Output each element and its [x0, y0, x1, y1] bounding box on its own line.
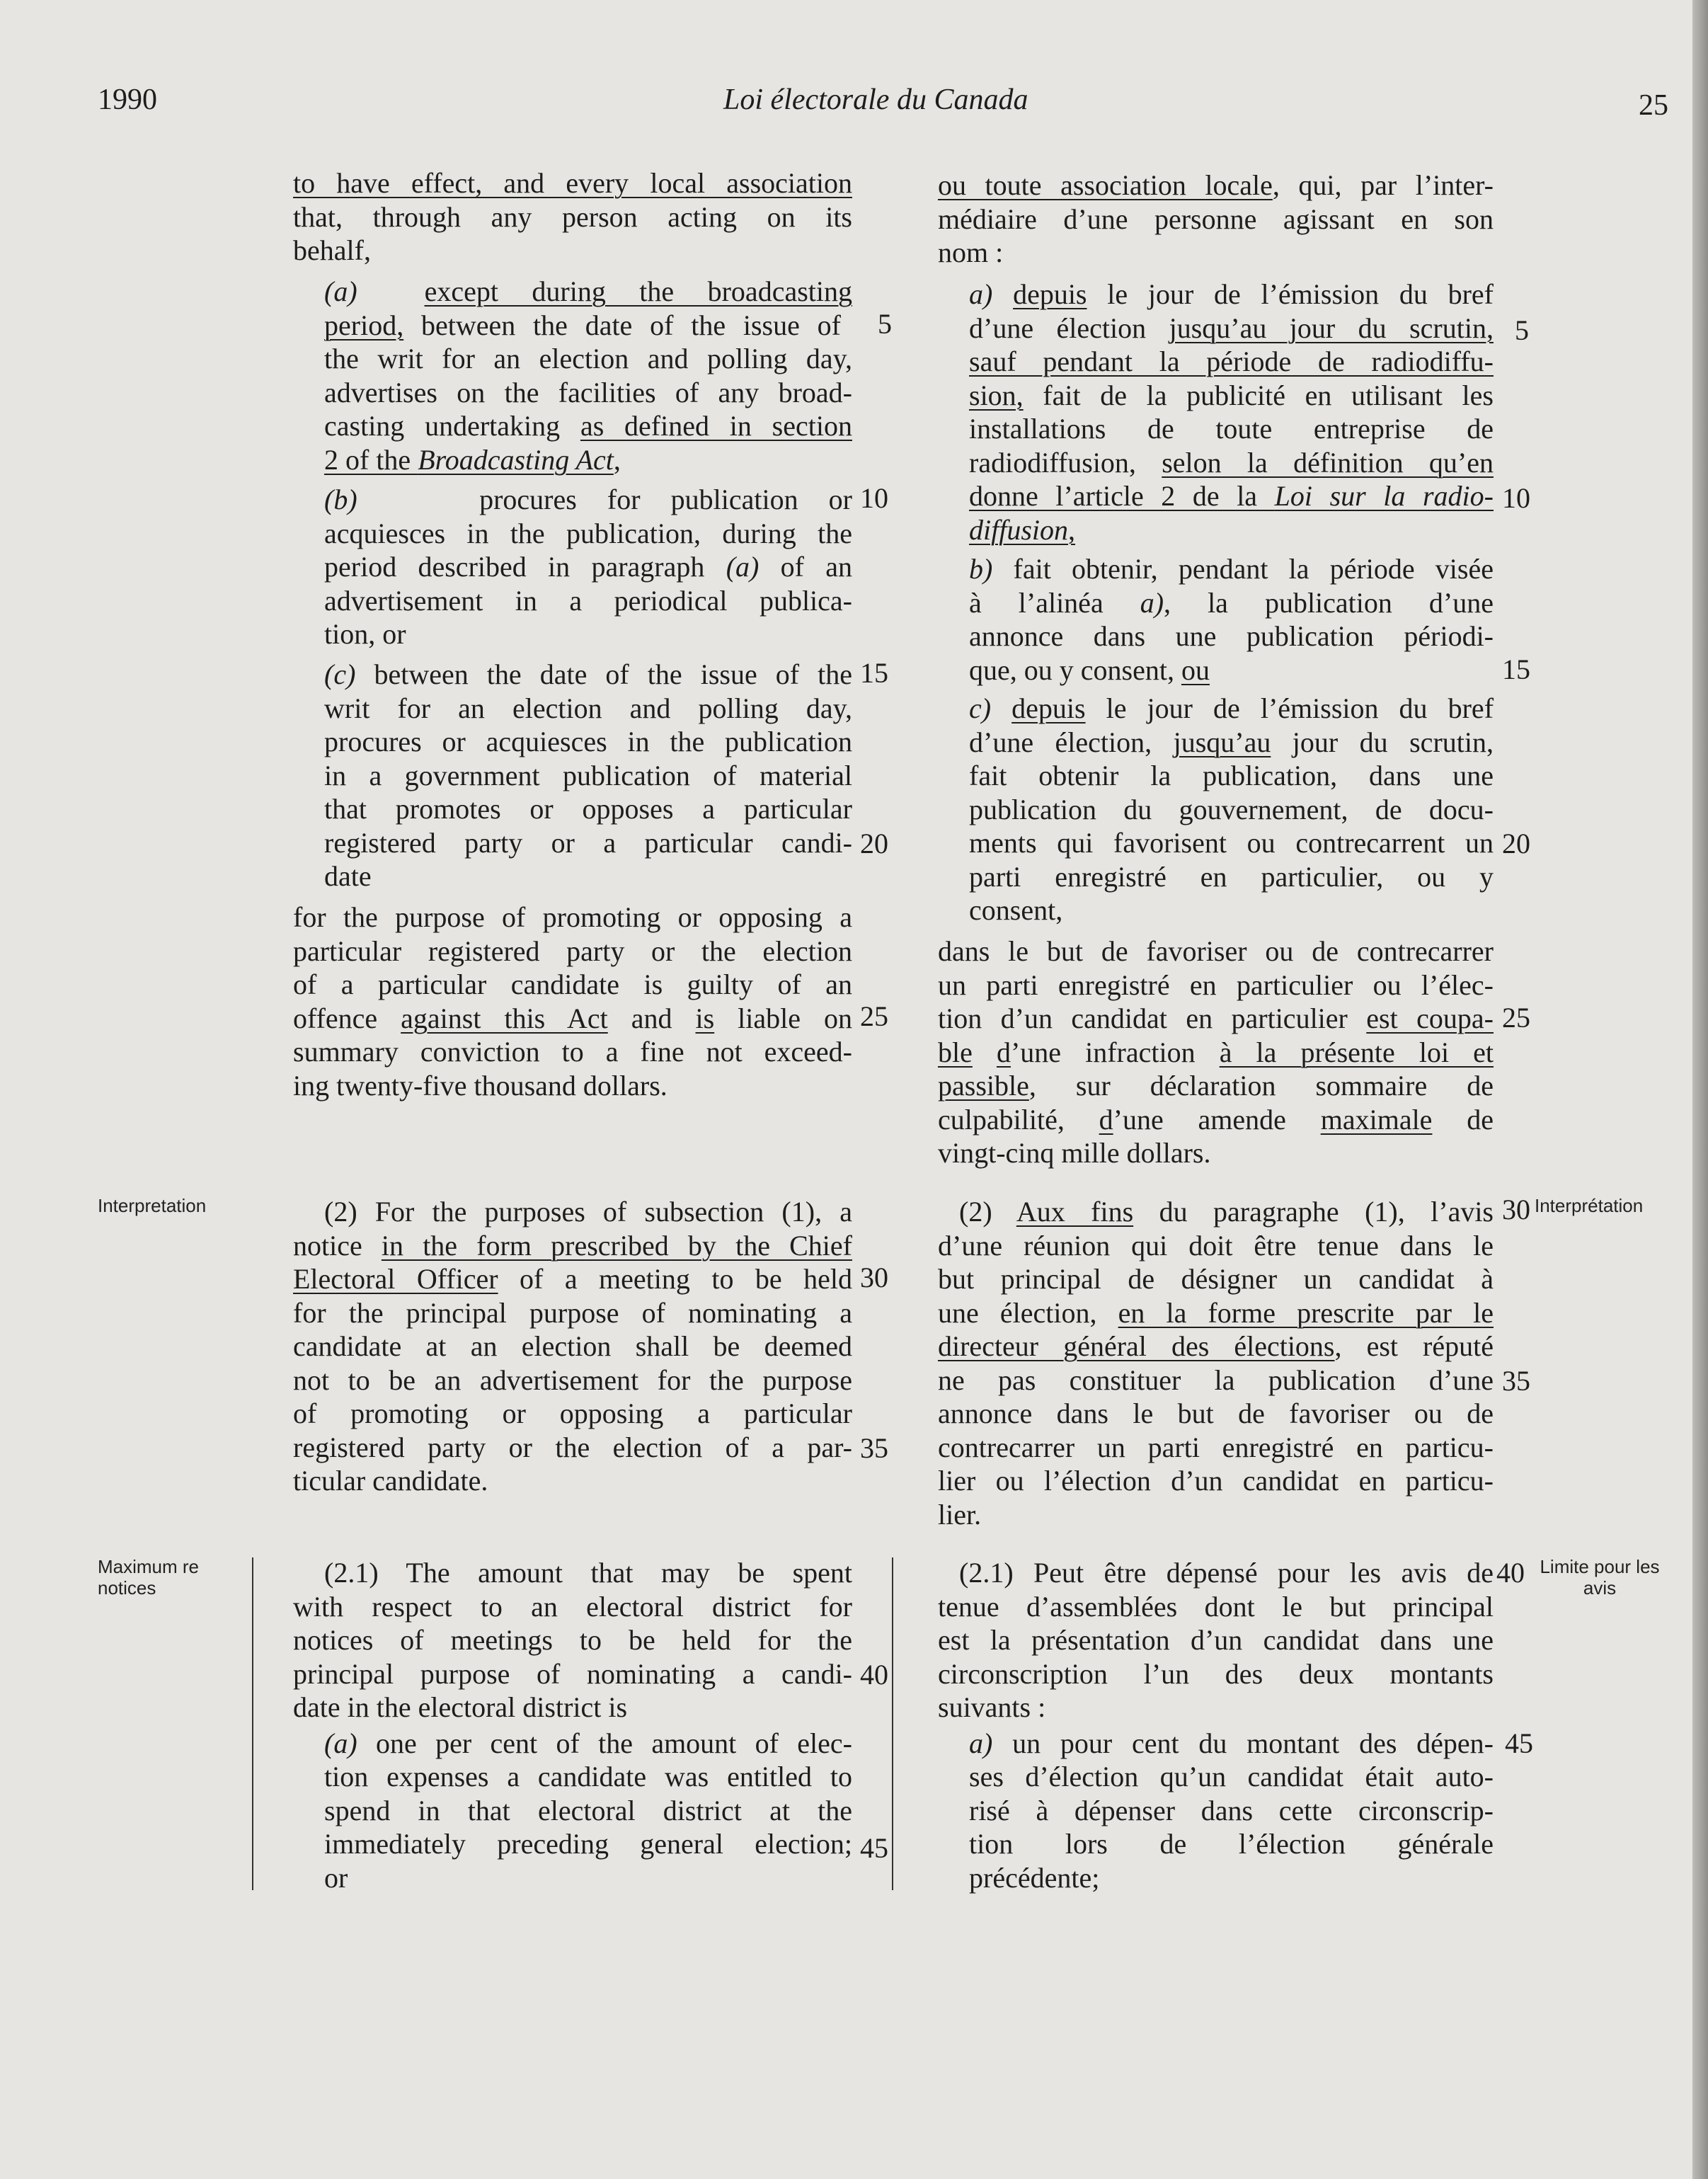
- text-run: offence: [293, 1002, 401, 1034]
- text-run: (2): [959, 1196, 1016, 1228]
- line-number: 20: [860, 828, 888, 859]
- text-line: [938, 1296, 1494, 1330]
- text-line: nom :: [938, 236, 1004, 268]
- text-line: [938, 653, 1494, 687]
- underlined-text: to have effect, and every local association: [293, 167, 852, 199]
- line-number: 35: [1502, 1365, 1530, 1397]
- underlined-text: Electoral Officer: [293, 1263, 498, 1295]
- text-line: date: [324, 860, 372, 892]
- text-run: one per cent of the amount of elec-: [357, 1727, 852, 1759]
- text-run: and: [607, 1002, 696, 1034]
- text-run: fait obtenir, pendant la période visée: [992, 553, 1494, 585]
- text-line: [938, 479, 1494, 513]
- underlined-text: selon la définition qu’en: [1162, 446, 1494, 479]
- text-line: registered party or the election of a par-: [293, 1431, 852, 1463]
- text-line: [293, 1229, 852, 1263]
- text-line: ments qui favorisent ou contrecarrent un: [969, 827, 1494, 859]
- text-line: of promoting or opposing a particular: [293, 1397, 852, 1429]
- english-paragraph-c: [293, 658, 852, 893]
- text-line: or: [324, 1861, 348, 1894]
- text-line: spend in that electoral district at the: [324, 1794, 852, 1826]
- text-run: , est réputé: [1334, 1330, 1494, 1362]
- text-line: dans le but de favoriser ou de contrecarrer: [938, 935, 1494, 967]
- underlined-text: diffusion: [969, 513, 1069, 546]
- text-line: that promotes or opposes a particular: [324, 793, 852, 825]
- text-line: notices of meetings to be held for the: [293, 1624, 852, 1656]
- french-subsection-2-1: [938, 1556, 1494, 1894]
- act-title: Loi sur la radio-: [1274, 480, 1494, 512]
- text-run: le jour de l’émission du bref: [1087, 278, 1494, 310]
- text-line: [293, 275, 852, 309]
- underlined-text: in the form prescribed by the Chief: [381, 1229, 852, 1262]
- text-line: immediately preceding general election;: [324, 1828, 852, 1860]
- line-number: 25: [1502, 1002, 1530, 1034]
- text-line: in a government publication of material: [324, 759, 852, 791]
- text-line: [938, 345, 1494, 379]
- text-line: [938, 1329, 1494, 1363]
- english-section-1-continuation: [293, 166, 852, 268]
- line-number: 40: [1496, 1557, 1525, 1589]
- text-run: radiodiffusion,: [969, 446, 1162, 479]
- text-line: (2.1) Peut être dépensé pour les avis de: [959, 1557, 1494, 1589]
- underlined-text: depuis: [1011, 692, 1086, 724]
- underlined-text: sion,: [969, 379, 1024, 411]
- text-line: fait obtenir la publication, dans une: [969, 760, 1494, 791]
- text-run: casting undertaking: [324, 410, 580, 442]
- french-paragraph-b: [938, 552, 1494, 687]
- text-run: donne l’article 2 de la: [969, 480, 1275, 512]
- margin-note-line: Maximum re: [98, 1556, 200, 1577]
- text-line: médiaire d’une personne agissant en son: [938, 202, 1494, 235]
- text-line: vingt-cinq mille dollars.: [938, 1137, 1211, 1169]
- text-line: that, through any person acting on its: [293, 200, 852, 233]
- text-line: [293, 409, 852, 443]
- text-line: tion, or: [324, 618, 406, 650]
- text-line: [293, 1262, 852, 1296]
- margin-note-limite-fr: [1529, 1556, 1670, 1598]
- text-line: ing twenty-five thousand dollars.: [293, 1069, 667, 1102]
- text-line: advertisement in a periodical publica-: [324, 584, 852, 617]
- header-year: 1990: [98, 84, 157, 116]
- text-run: of an: [759, 551, 853, 583]
- text-line: annonce dans le but de favoriser ou de: [938, 1397, 1494, 1429]
- margin-note-interpretation-en: Interpretation: [98, 1195, 207, 1216]
- text-run: d’une élection: [969, 311, 1169, 344]
- paragraph-label: (c): [324, 658, 356, 690]
- text-line: (2) For the purposes of subsection (1), a: [324, 1196, 852, 1228]
- text-line: annonce dans une publication périodi-: [969, 620, 1494, 652]
- header-page-number: 25: [1639, 89, 1668, 122]
- text-line: tenue d’assemblées dont le but principal: [938, 1590, 1494, 1623]
- text-run: , sur déclaration sommaire de: [1028, 1070, 1494, 1102]
- text-line: of a particular candidate is guilty of an: [293, 968, 852, 1000]
- text-run: un pour cent du montant des dépen-: [992, 1727, 1494, 1759]
- underlined-text: passible: [938, 1070, 1029, 1102]
- text-line: [938, 1002, 1494, 1036]
- text-line: [938, 1069, 1494, 1103]
- text-line: candidate at an election shall be deemed: [293, 1330, 852, 1362]
- text-run: between the date of the issue of: [403, 309, 841, 341]
- english-subsection-2: [293, 1195, 852, 1498]
- french-closing-clause: [938, 934, 1494, 1170]
- text-line: [293, 309, 841, 343]
- line-number: 10: [1502, 482, 1530, 514]
- text-run: d’une élection,: [969, 726, 1174, 758]
- text-line: un parti enregistré en particulier ou l’élec-: [938, 968, 1494, 1001]
- paragraph-label: (b): [324, 484, 357, 515]
- text-line: but principal de désigner un candidat à: [938, 1263, 1494, 1295]
- text-run: , la publication d’une: [1164, 586, 1494, 619]
- underlined-text: en la forme prescrite par le: [1118, 1296, 1494, 1329]
- french-paragraph-c: [938, 692, 1494, 927]
- underlined-text: jusqu’au: [1173, 726, 1271, 758]
- text-run: culpabilité,: [938, 1103, 1099, 1136]
- text-line: [293, 483, 852, 517]
- change-bar-left: [252, 1557, 253, 1890]
- underlined-text: ou: [1181, 653, 1210, 686]
- paragraph-label: (a): [324, 1727, 357, 1759]
- text-line: writ for an election and polling day,: [324, 692, 852, 724]
- text-line: ticular candidate.: [293, 1465, 488, 1497]
- text-line: [938, 692, 1494, 726]
- text-line: consent,: [969, 894, 1063, 926]
- underlined-text: est coupa-: [1366, 1002, 1494, 1034]
- text-line: [293, 658, 852, 692]
- line-number: 15: [860, 657, 888, 689]
- line-number: 15: [1502, 653, 1530, 685]
- underlined-text: against this Act: [401, 1002, 608, 1034]
- text-line: lier.: [938, 1498, 982, 1531]
- text-run: [973, 1036, 997, 1068]
- text-line: [293, 1727, 852, 1761]
- text-line: [938, 1727, 1494, 1761]
- text-line: not to be an advertisement for the purpose: [293, 1363, 852, 1396]
- text-line: [938, 726, 1494, 760]
- english-subsection-2-1: [293, 1556, 852, 1894]
- french-section-1-continuation: [938, 168, 1494, 270]
- underlined-text: ble: [938, 1036, 973, 1068]
- change-bar-center: [892, 1557, 893, 1890]
- line-number: 10: [860, 482, 888, 514]
- margin-note-interpretation-fr: Interprétation: [1535, 1195, 1644, 1216]
- text-line: particular registered party or the election: [293, 934, 852, 967]
- text-line: [293, 1002, 852, 1036]
- text-run: 2 of the: [324, 443, 418, 476]
- text-line: [293, 443, 852, 477]
- text-line: acquiesces in the publication, during the: [324, 517, 852, 549]
- paragraph-label: (a): [324, 275, 357, 307]
- text-line: the writ for an election and polling day,: [324, 343, 852, 374]
- line-number: 35: [860, 1432, 888, 1464]
- text-line: [938, 586, 1494, 620]
- line-number: 5: [878, 308, 892, 340]
- paragraph-label: a): [969, 278, 993, 310]
- text-line: suivants :: [938, 1691, 1046, 1723]
- text-run: a): [1140, 586, 1164, 619]
- text-run: between the date of the issue of the: [374, 658, 853, 690]
- line-number: 40: [860, 1659, 888, 1691]
- text-line: précédente;: [969, 1861, 1100, 1894]
- text-run: ’une infraction: [1010, 1036, 1220, 1068]
- page-edge-shadow: [1692, 0, 1708, 2179]
- underlined-text: is: [695, 1002, 715, 1034]
- text-line: tion lors de l’élection générale: [969, 1828, 1494, 1860]
- line-number: 45: [860, 1832, 888, 1864]
- underlined-text: jusqu’au jour du scrutin,: [1169, 311, 1494, 344]
- english-closing-clause: [293, 900, 852, 1102]
- text-line: installations de toute entreprise de: [969, 413, 1494, 445]
- text-line: [938, 168, 1494, 202]
- french-subsection-2: [938, 1195, 1494, 1531]
- text-run: jour du scrutin,: [1271, 726, 1494, 758]
- text-run: procures for publication or: [479, 484, 853, 515]
- text-line: [293, 550, 852, 584]
- text-line: tion expenses a candidate was entitled to: [324, 1761, 852, 1792]
- text-line: [938, 1195, 1494, 1229]
- margin-note-line: Limite pour les: [1540, 1556, 1660, 1577]
- text-line: [938, 552, 1494, 586]
- text-line: for the principal purpose of nominating a: [293, 1296, 852, 1329]
- underlined-text: d: [996, 1036, 1011, 1068]
- text-line: [938, 278, 1494, 311]
- text-line: (2.1) The amount that may be spent: [324, 1557, 852, 1589]
- paragraph-label: a): [969, 1727, 993, 1759]
- underlined-text: maximale: [1320, 1103, 1433, 1136]
- text-line: risé à dépenser dans cette circonscrip-: [969, 1794, 1494, 1826]
- underlined-text: sauf pendant la période de radiodiffu-: [969, 345, 1494, 377]
- french-paragraph-a: [938, 278, 1494, 547]
- margin-note-line: avis: [1583, 1577, 1617, 1598]
- text-line: procures or acquiesces in the publication: [324, 726, 852, 757]
- text-line: [293, 166, 852, 200]
- line-number: 45: [1505, 1727, 1533, 1759]
- text-line: with respect to an electoral district for: [293, 1590, 852, 1623]
- line-number: 5: [1515, 314, 1529, 346]
- text-run: [991, 692, 1011, 724]
- margin-note-maximum-en: [98, 1556, 199, 1598]
- paragraph-label: b): [969, 553, 993, 585]
- margin-note-line: notices: [98, 1577, 156, 1598]
- text-line: principal purpose of nominating a candi-: [293, 1657, 852, 1690]
- text-line: [938, 513, 1494, 547]
- text-line: registered party or a particular candi-: [324, 826, 852, 859]
- text-run: period described in paragraph: [324, 551, 726, 583]
- text-line: behalf,: [293, 234, 371, 266]
- text-run: de: [1432, 1103, 1494, 1136]
- text-line: lier ou l’élection d’un candidat en particu-: [938, 1465, 1494, 1497]
- text-line: [938, 379, 1494, 413]
- text-run: of a meeting to be held: [498, 1263, 853, 1295]
- text-run: ,: [1068, 513, 1076, 546]
- underlined-text: period,: [324, 309, 404, 341]
- text-line: parti enregistré en particulier, ou y: [969, 860, 1494, 893]
- text-line: advertises on the facilities of any broad-: [324, 376, 852, 408]
- line-number: 30: [860, 1262, 888, 1293]
- text-line: contrecarrer un parti enregistré en particu-: [938, 1431, 1494, 1463]
- underlined-text: except during the broadcasting: [424, 275, 852, 307]
- text-line: for the purpose of promoting or opposing a: [293, 901, 852, 933]
- text-line: [938, 311, 1494, 345]
- text-run: du paragraphe (1), l’avis: [1133, 1196, 1494, 1228]
- paragraph-label: c): [969, 692, 992, 724]
- text-run: , qui, par l’inter-: [1272, 169, 1494, 201]
- text-line: [938, 1103, 1494, 1137]
- underlined-text: directeur général des élections: [938, 1330, 1335, 1362]
- text-run: tion d’un candidat en particulier: [938, 1002, 1367, 1034]
- text-line: publication du gouvernement, de docu-: [969, 793, 1494, 825]
- underlined-text: as defined in section: [580, 410, 852, 442]
- text-line: ses d’élection qu’un candidat était auto-: [969, 1761, 1494, 1792]
- underlined-text: d: [1099, 1103, 1113, 1136]
- text-run: notice: [293, 1229, 382, 1262]
- text-run: (a): [726, 551, 760, 583]
- text-run: que, ou y consent,: [969, 653, 1181, 686]
- line-number: 25: [860, 1000, 888, 1032]
- underlined-text: [324, 444, 614, 476]
- text-run: [992, 278, 1013, 310]
- underlined-text: [969, 480, 1494, 512]
- text-run: à l’alinéa: [969, 586, 1140, 619]
- text-run: liable on: [714, 1002, 852, 1034]
- text-run: ,: [613, 443, 621, 476]
- line-number: 30: [1502, 1194, 1530, 1225]
- text-line: ne pas constituer la publication d’une: [938, 1363, 1494, 1396]
- text-line: d’une réunion qui doit être tenue dans le: [938, 1229, 1494, 1262]
- text-run: ’une amende: [1113, 1103, 1321, 1136]
- header-title: Loi électorale du Canada: [723, 84, 1028, 116]
- text-line: date in the electoral district is: [293, 1691, 628, 1723]
- text-line: summary conviction to a fine not exceed-: [293, 1036, 852, 1068]
- text-line: [938, 446, 1494, 480]
- act-title: Broadcasting Act: [418, 443, 614, 476]
- underlined-text: ou toute association locale: [938, 169, 1273, 201]
- text-line: [938, 1036, 1494, 1070]
- underlined-text: Aux fins: [1016, 1196, 1134, 1228]
- text-line: est la présentation d’un candidat dans une: [938, 1624, 1494, 1656]
- underlined-text: depuis: [1013, 278, 1087, 310]
- text-run: fait de la publicité en utilisant les: [1023, 379, 1494, 411]
- text-line: circonscription l’un des deux montants: [938, 1657, 1494, 1690]
- english-paragraph-a: [293, 275, 852, 476]
- english-paragraph-b: [293, 483, 852, 651]
- text-run: le jour de l’émission du bref: [1085, 692, 1494, 724]
- line-number: 20: [1502, 828, 1530, 859]
- text-run: une élection,: [938, 1296, 1118, 1329]
- underlined-text: à la présente loi et: [1219, 1036, 1494, 1068]
